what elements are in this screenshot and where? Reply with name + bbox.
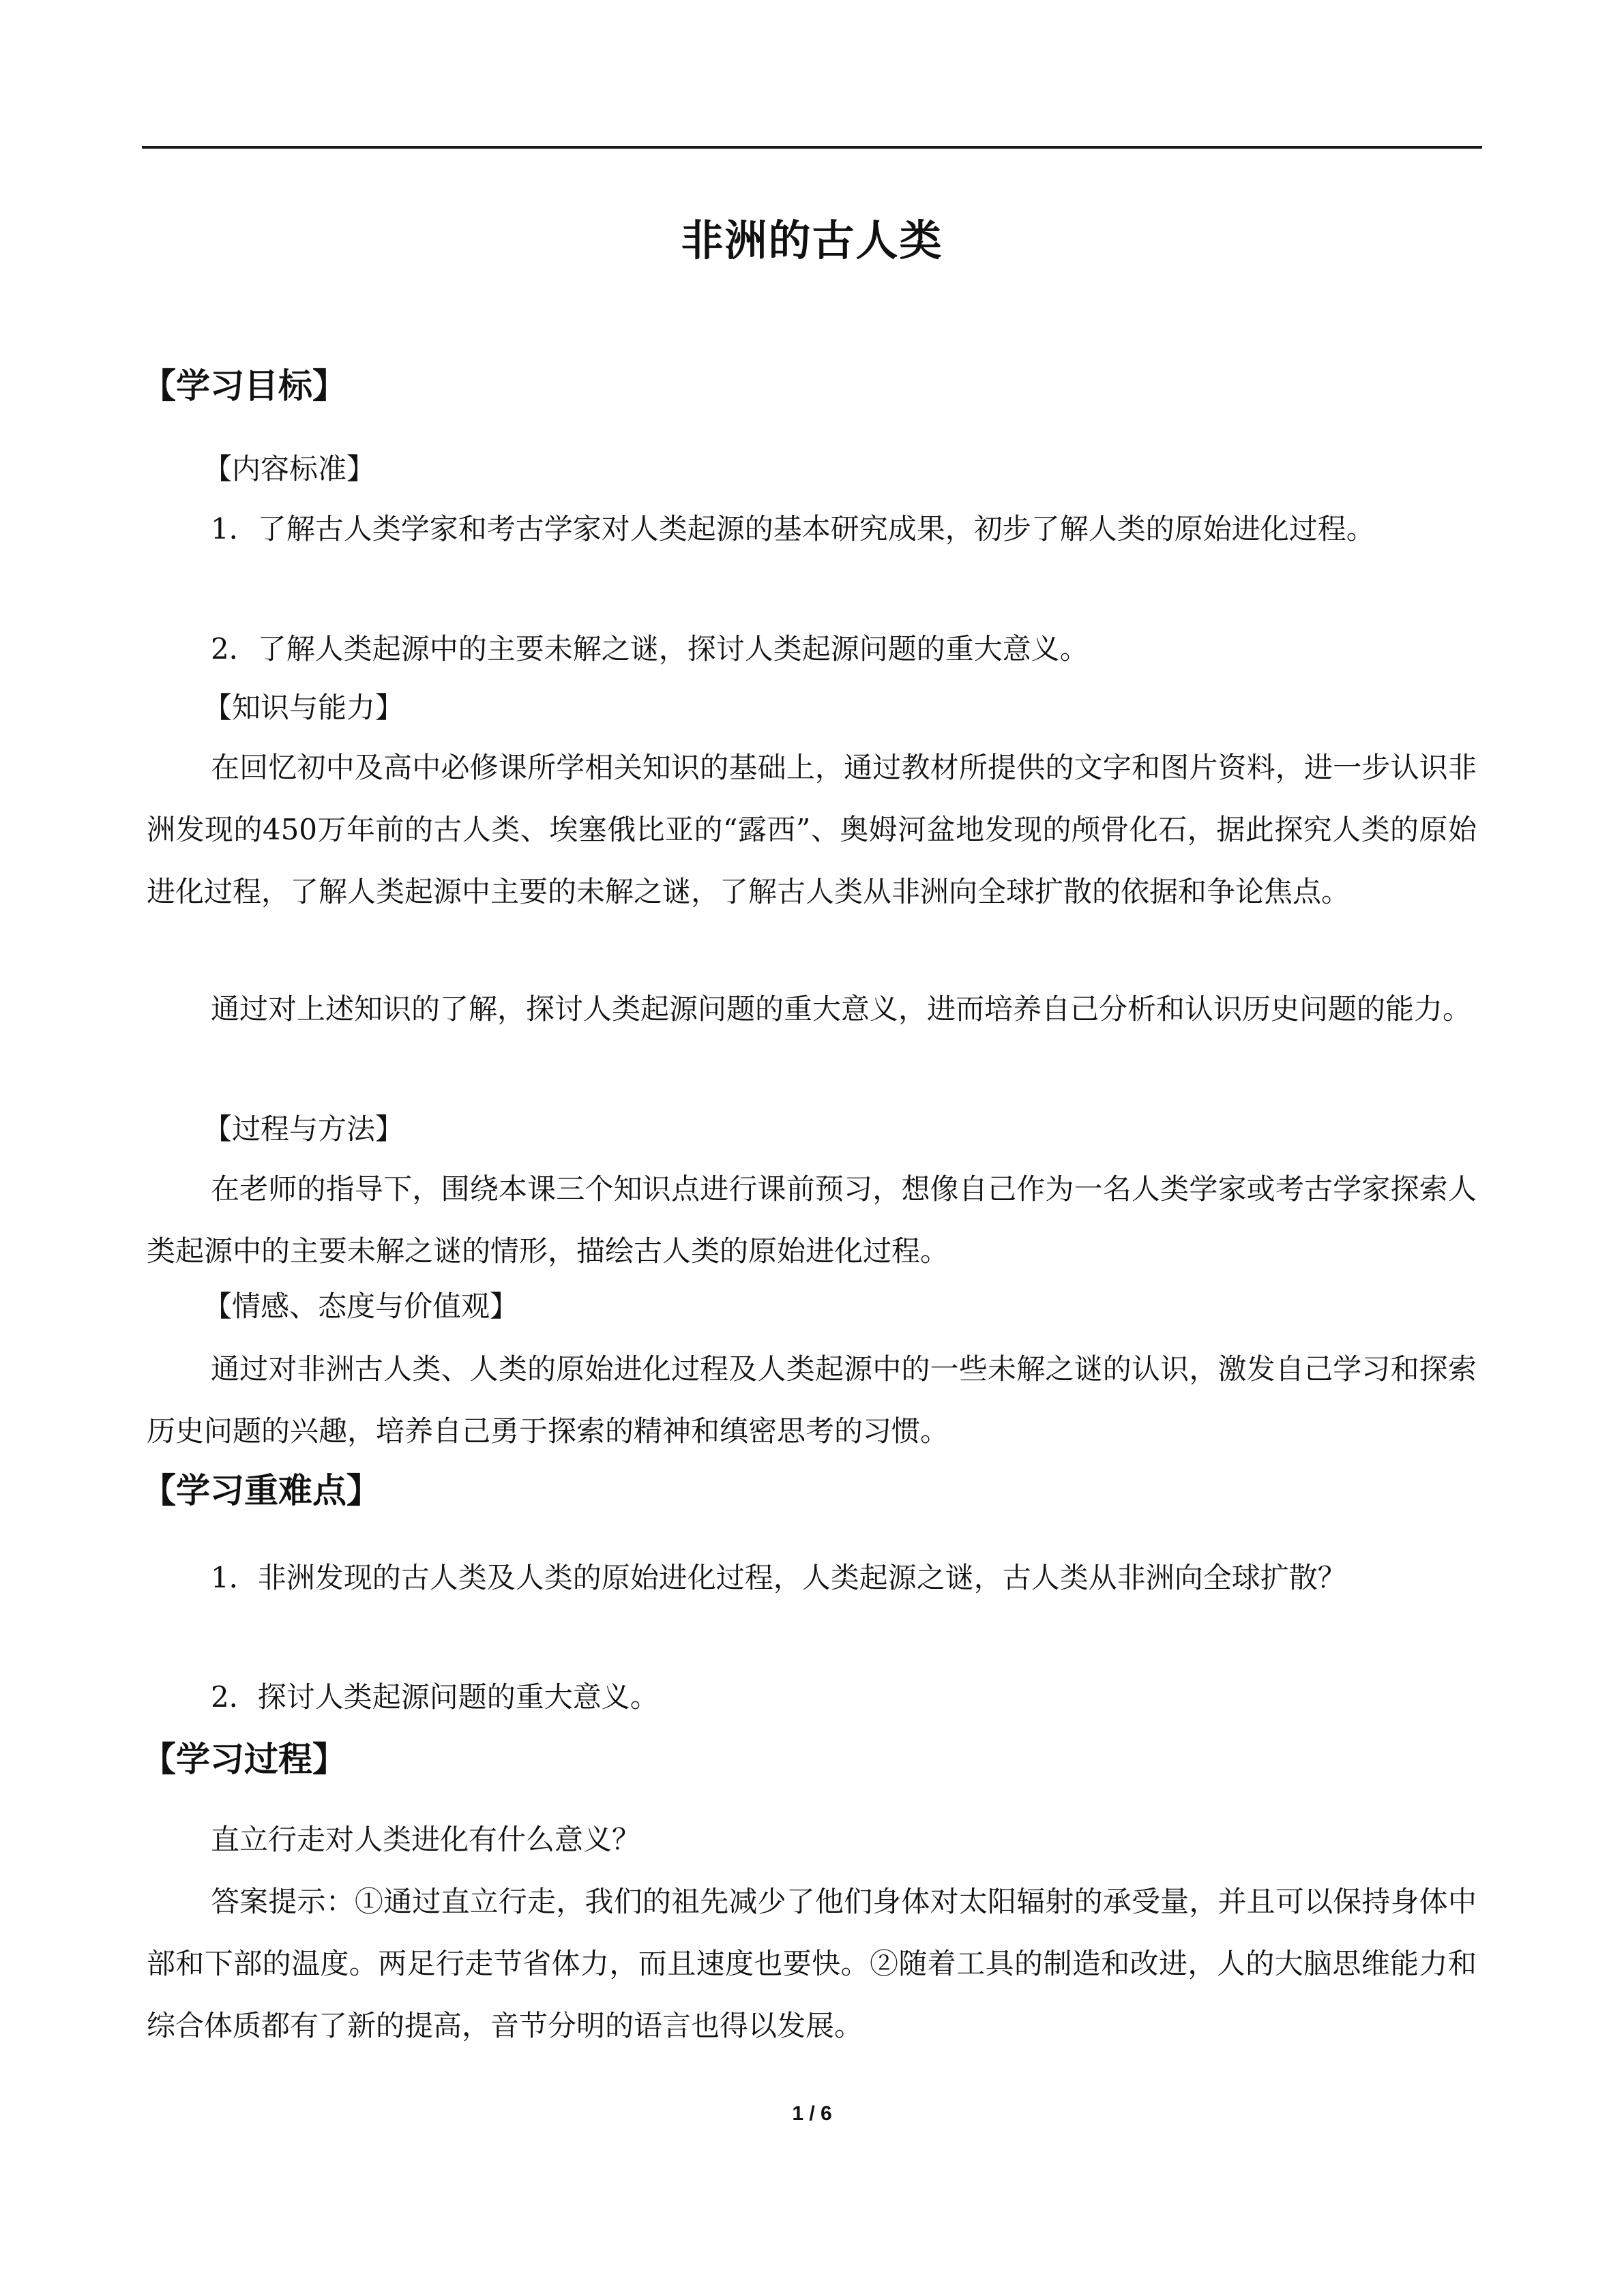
key-points-heading: 【学习重难点】 [142,1471,381,1510]
key-point-item-1: 1．非洲发现的古人类及人类的原始进化过程，人类起源之谜，古人类从非洲向全球扩散？ [211,1561,1346,1594]
document-title: 非洲的古人类 [681,215,943,265]
objectives-heading: 【学习目标】 [142,366,346,406]
process-paragraph-1: 在老师的指导下，围绕本课三个知识点进行课前预习，想像自己作为一名人类学家或考古学家探索人类起源中的主要未解之谜的情形，描绘古人类的原始进化过程。 [147,1172,1477,1268]
content-standard-item-1: 1．了解古人类学家和考古学家对人类起源的基本研究成果，初步了解人类的原始进化过程。 [211,512,1375,546]
header-rule [142,146,1482,149]
learning-process-heading: 【学习过程】 [142,1740,346,1779]
emotion-paragraph-1: 通过对非洲古人类、人类的原始进化过程及人类起源中的一些未解之谜的认识，激发自己学习和探索历史问题的兴趣，培养自己勇于探索的精神和缜密思考的习惯。 [147,1352,1477,1448]
knowledge-paragraph-1: 在回忆初中及高中必修课所学相关知识的基础上，通过教材所提供的文字和图片资料，进一步认识非洲发现的450万年前的古人类、埃塞俄比亚的“露西”、奥姆河盆地发现的颅骨化石，据此探究人类的原始进化过程，了解人类起源中主要的未解之谜，了解古人类从非洲向全球扩散的依据和争论焦点。 [147,751,1477,908]
knowledge-heading: 【知识与能力】 [203,691,404,724]
content-standard-item-2: 2．了解人类起源中的主要未解之谜，探讨人类起源问题的重大意义。 [211,632,1089,666]
content-standard-heading: 【内容标准】 [203,452,376,486]
emotion-heading: 【情感、态度与价值观】 [203,1289,519,1323]
learning-answer: 答案提示：①通过直立行走，我们的祖先减少了他们身体对太阳辐射的承受量，并且可以保持身体中部和下部的温度。两足行走节省体力，而且速度也要快。②随着工具的制造和改进，人的大脑思维能力和综合体质都有了新的提高，音节分明的语言也得以发展。 [147,1885,1477,2042]
key-point-item-2: 2．探讨人类起源问题的重大意义。 [211,1680,659,1714]
process-heading: 【过程与方法】 [203,1112,404,1146]
learning-question: 直立行走对人类进化有什么意义？ [211,1823,641,1856]
page-number: 1 / 6 [792,2102,832,2125]
knowledge-paragraph-2: 通过对上述知识的了解，探讨人类起源问题的重大意义，进而培养自己分析和认识历史问题的能力。 [211,992,1472,1026]
